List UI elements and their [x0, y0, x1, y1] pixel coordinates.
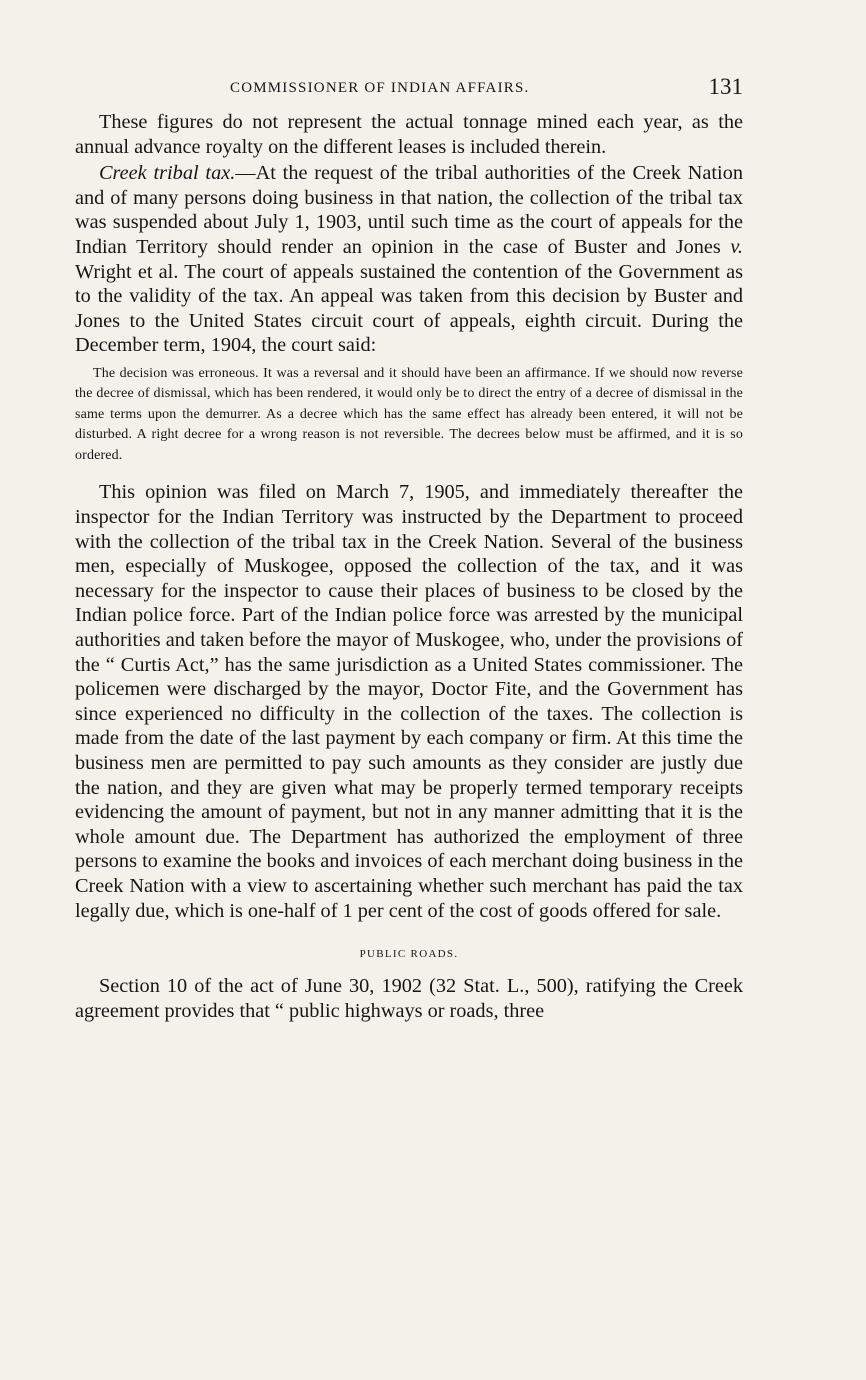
court-quotation: The decision was erroneous. It was a reversal and it should have been an affirmance. If we should now reverse the decree of dismissal, which has been rendered, it would only be to direct the entry of a decree of dismissal in the same terms upon the demurrer. As a decree which has the same effect has already been entered, it will not be disturbed. A right decree for a wrong reason is not reversible. The decrees below must be affirmed, and it is so ordered.	[75, 365, 743, 463]
running-title: COMMISSIONER OF INDIAN AFFAIRS.	[230, 80, 530, 96]
creek-tribal-tax-text-b: Wright et al. The court of appeals sustained the contention of the Government as to the validity of the tax. An appeal was taken from this decision by Buster and Jones to the United States circuit court of appeals, eighth circuit. During the December term, 1904, the court said:	[75, 260, 743, 357]
paragraph-tonnage: These figures do not represent the actual tonnage mined each year, as the annual advance royalty on the different leases is included therein.	[75, 111, 743, 158]
section-heading-public-roads: PUBLIC ROADS.	[359, 948, 459, 961]
running-header	[75, 74, 743, 110]
paragraph-public-roads: Section 10 of the act of June 30, 1902 (32 Stat. L., 500), ratifying the Creek agreement provides that “ public highways or roads, three	[75, 975, 743, 1022]
case-versus: v.	[730, 235, 743, 258]
document-page	[75, 74, 743, 1023]
page-number: 131	[708, 74, 743, 99]
paragraph-creek-tribal-tax	[75, 161, 743, 358]
creek-tribal-tax-text-a: —At the request of the tribal authorities of the Creek Nation and of many persons doing business in that nation, the collection of the tribal tax was suspended about July 1, 1903, until such time as the court of appeals for the Indian Territory should render an opinion in the case of Buster and Jones	[75, 162, 743, 258]
creek-tribal-tax-heading: Creek tribal tax.	[99, 162, 236, 185]
paragraph-opinion-filed: This opinion was filed on March 7, 1905, and immediately thereafter the inspector for the Indian Territory was instructed by the Department to proceed with the collection of the tribal tax in the Creek Nation. Several of the business men, especially of Muskogee, opposed the collection of the tax, and it was necessary for the inspector to cause their places of business to be closed by the Indian police force. Part of the Indian police force was arrested by the municipal authorities and taken before the mayor of Muskogee, who, under the provisions of the “ Curtis Act,” has the same jurisdiction as a United States commissioner. The policemen were discharged by the mayor, Doctor Fite, and the Government has since experienced no difficulty in the collection of the taxes. The collection is made from the date of the last payment by each company or firm. At this time the business men are permitted to pay such amounts as they consider are justly due the nation, and they are given what may be properly termed temporary receipts evidencing the amount of payment, but not in any manner admitting that it is the whole amount due. The Department has authorized the employment of three persons to examine the books and invoices of each merchant doing business in the Creek Nation with a view to ascertaining whether such merchant has paid the tax legally due, which is one-half of 1 per cent of the cost of goods offered for sale.	[75, 481, 743, 922]
